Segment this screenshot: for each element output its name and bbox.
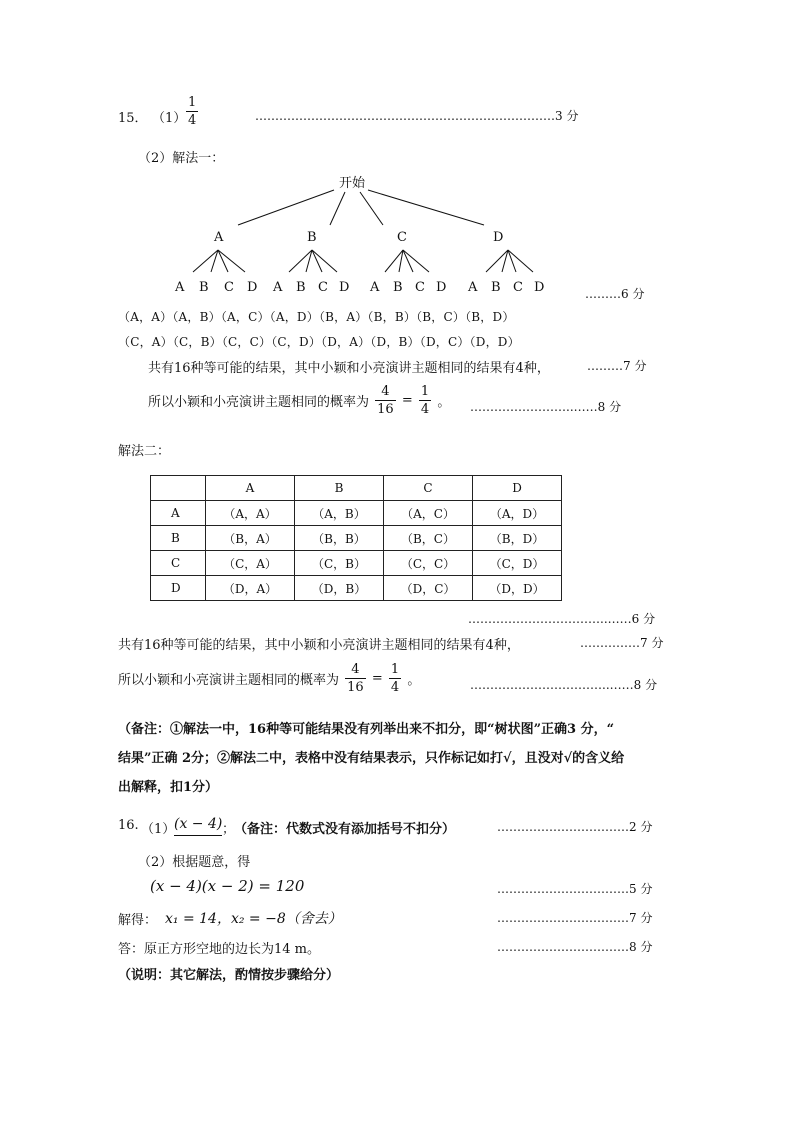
table-header-cell: B bbox=[295, 476, 384, 501]
period: 。 bbox=[437, 395, 451, 410]
tree-root: 开始 bbox=[339, 176, 366, 191]
q15-part1-score: …………………………………………………………………3 分 bbox=[255, 109, 579, 123]
q16-solution: x₁ = 14，x₂ = −8（舍去） bbox=[165, 911, 342, 927]
table-header-cell: A bbox=[206, 476, 295, 501]
tree-level1-node: B bbox=[307, 230, 317, 245]
fraction-denominator: 4 bbox=[420, 402, 430, 417]
table-header-cell bbox=[151, 476, 206, 501]
table-cell: （D，B） bbox=[295, 576, 384, 601]
table-row bbox=[151, 551, 562, 576]
table-header-cell: D bbox=[473, 476, 562, 501]
method1-total-score: ………7 分 bbox=[587, 359, 647, 373]
fraction-numerator: 4 bbox=[375, 385, 396, 401]
q16-explanation-note: （说明：其它解法，酌情按步骤给分） bbox=[118, 968, 340, 983]
tree-level2-node: A bbox=[370, 280, 380, 295]
table-cell: （A，B） bbox=[295, 501, 384, 526]
table-cell: （C，A） bbox=[206, 551, 295, 576]
q16-part1-expression: (x − 4) bbox=[174, 816, 222, 836]
table-header-row bbox=[151, 476, 562, 501]
q16-part1-separator: ； bbox=[222, 822, 236, 837]
tree-level2-node: B bbox=[491, 280, 501, 295]
table-row bbox=[151, 526, 562, 551]
fraction-numerator: 4 bbox=[345, 663, 366, 679]
q15-note-line-1: （备注：①解法一中，16种等可能结果没有列举出来不扣分，即“树状图”正确3 分，“ bbox=[118, 722, 615, 737]
method2-probability-score: ……………………………..……8 分 bbox=[470, 678, 658, 692]
tree-level1-node: C bbox=[397, 230, 407, 245]
q16-part1-note: （备注：代数式没有添加括号不扣分） bbox=[234, 822, 456, 837]
table-cell: （C，B） bbox=[295, 551, 384, 576]
method1-total-outcomes: 共有16种等可能的结果，其中小颖和小亮演讲主题相同的结果有4种， bbox=[148, 361, 550, 376]
tree-level1-node: A bbox=[214, 230, 224, 245]
q16-answer: 答：原正方形空地的边长为14 m。 bbox=[118, 942, 321, 957]
tree-level2-node: C bbox=[415, 280, 425, 295]
q16-part2-heading: （2）根据题意，得 bbox=[138, 855, 251, 870]
tree-level2-node: C bbox=[318, 280, 328, 295]
method2-total-score: ……………7 分 bbox=[580, 636, 664, 650]
equals-sign: = bbox=[371, 671, 383, 686]
tree-level2-node: A bbox=[468, 280, 478, 295]
tree-score: ………6 分 bbox=[585, 287, 645, 301]
method1-probability-score: ……………………..……8 分 bbox=[470, 400, 622, 414]
q15-method1-heading: （2）解法一： bbox=[138, 151, 225, 166]
tree-level2-node: B bbox=[199, 280, 209, 295]
table-cell: B bbox=[151, 526, 206, 551]
tree-level2-node: B bbox=[393, 280, 403, 295]
table-cell: （B，D） bbox=[473, 526, 562, 551]
table-cell: （D，A） bbox=[206, 576, 295, 601]
q16-equation: (x − 4)(x − 2) = 120 bbox=[150, 877, 305, 895]
tree-level2-node: C bbox=[224, 280, 234, 295]
q15-part1-paren: （1） bbox=[152, 111, 187, 126]
q16-answer-score: ……………………………8 分 bbox=[497, 940, 653, 954]
probability-text: 所以小颖和小亮演讲主题相同的概率为 bbox=[148, 395, 370, 410]
fraction-denominator: 4 bbox=[390, 680, 400, 695]
outcome-table bbox=[150, 475, 562, 601]
q16-solve-label: 解得： bbox=[118, 913, 158, 928]
method1-probability bbox=[148, 385, 450, 416]
q16-solution-score: ……………………………7 分 bbox=[497, 911, 653, 925]
q15-note-line-3: 出解释，扣1分） bbox=[118, 780, 219, 795]
results-row-1: （A，A）（A，B）（A，C）（A，D）（B，A）（B，B）（B，C）（B，D） bbox=[118, 310, 515, 324]
table-cell: （A，D） bbox=[473, 501, 562, 526]
results-row-2: （C，A）（C，B）（C，C）（C，D）（D，A）（D，B）（D，C）（D，D） bbox=[118, 335, 520, 349]
q15-number: 15． bbox=[118, 111, 148, 126]
table-cell: A bbox=[151, 501, 206, 526]
tree-level2-node: A bbox=[273, 280, 283, 295]
table-cell: （D，C） bbox=[384, 576, 473, 601]
tree-level2-node: D bbox=[247, 280, 258, 295]
method2-heading: 解法二： bbox=[118, 444, 171, 459]
table-cell: （B，C） bbox=[384, 526, 473, 551]
table-cell: D bbox=[151, 576, 206, 601]
tree-level1-node: D bbox=[493, 230, 504, 245]
tree-level2-node: A bbox=[175, 280, 185, 295]
tree-level2-node: C bbox=[513, 280, 523, 295]
fraction-denominator: 4 bbox=[188, 113, 197, 128]
q15-note-line-2: 结果”正确 2分；②解法二中，表格中没有结果表示，只作标记如打√，且没对√的含义给 bbox=[118, 751, 625, 766]
q16-number: 16. bbox=[118, 818, 139, 833]
q16-equation-score: ……………………………5 分 bbox=[497, 882, 653, 896]
tree-diagram-lines bbox=[0, 0, 794, 320]
table-row bbox=[151, 576, 562, 601]
period: 。 bbox=[407, 673, 421, 688]
table-cell: （B，B） bbox=[295, 526, 384, 551]
equals-sign: = bbox=[401, 393, 413, 408]
fraction-denominator: 16 bbox=[347, 680, 364, 695]
fraction-numerator: 1 bbox=[420, 384, 430, 399]
table-cell: （A，A） bbox=[206, 501, 295, 526]
table-cell: （D，D） bbox=[473, 576, 562, 601]
tree-level2-node: B bbox=[296, 280, 306, 295]
table-cell: （B，A） bbox=[206, 526, 295, 551]
table-cell: （C，C） bbox=[384, 551, 473, 576]
fraction-numerator: 1 bbox=[390, 662, 400, 677]
tree-level2-node: D bbox=[339, 280, 350, 295]
q16-part1-paren: （1） bbox=[141, 822, 176, 837]
table-row bbox=[151, 501, 562, 526]
table-cell: （A，C） bbox=[384, 501, 473, 526]
table-cell: （C，D） bbox=[473, 551, 562, 576]
table-score: ……………………………..……6 分 bbox=[468, 612, 656, 626]
method2-probability bbox=[118, 663, 420, 694]
table-header-cell: C bbox=[384, 476, 473, 501]
tree-level2-node: D bbox=[534, 280, 545, 295]
fraction-denominator: 16 bbox=[377, 402, 394, 417]
probability-text: 所以小颖和小亮演讲主题相同的概率为 bbox=[118, 673, 340, 688]
tree-level2-node: D bbox=[436, 280, 447, 295]
fraction-numerator: 1 bbox=[188, 95, 197, 110]
table-cell: C bbox=[151, 551, 206, 576]
method2-total-outcomes: 共有16种等可能的结果，其中小颖和小亮演讲主题相同的结果有4种， bbox=[118, 638, 520, 653]
q16-part1-score: ……………………………2 分 bbox=[497, 820, 653, 834]
